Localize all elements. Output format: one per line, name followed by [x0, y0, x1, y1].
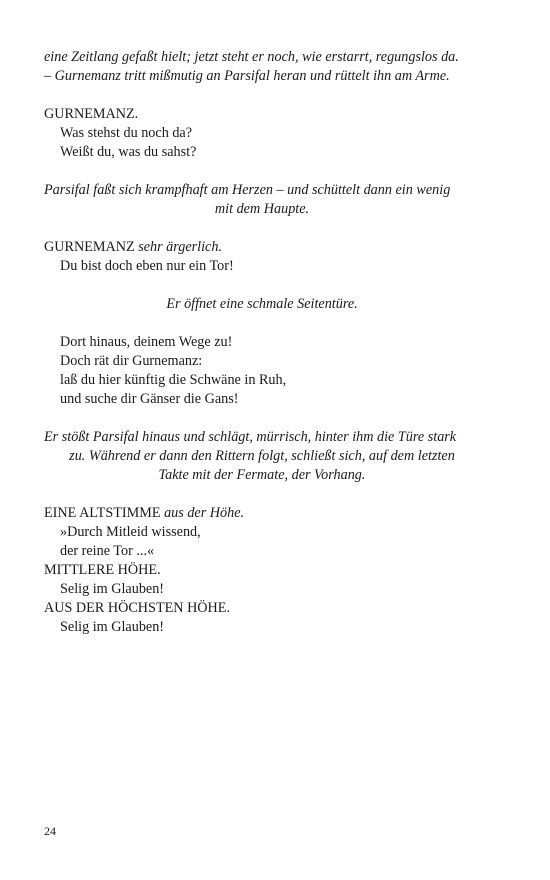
stage-direction-line: Er stößt Parsifal hinaus und schlägt, mürrisch, hinter ihm die Türe stark: [44, 429, 457, 445]
speaker-direction: sehr ärgerlich.: [138, 239, 222, 255]
page-body: [44, 48, 480, 637]
stage-direction-2: [44, 181, 480, 219]
speech-mittlere-hoehe: [44, 561, 480, 599]
verse-line: Weißt du, was du sahst?: [60, 144, 197, 160]
stage-direction-line: – Gurnemanz tritt mißmutig an Parsifal heran und rüttelt ihn am Arme.: [44, 68, 450, 84]
speaker-name: AUS DER HÖCHSTEN HÖHE.: [44, 600, 231, 616]
stage-direction-4: [44, 428, 480, 485]
speech-gurnemanz-2: [44, 238, 480, 276]
stage-direction-line: Parsifal faßt sich krampfhaft am Herzen – und schüttelt dann ein wenig: [44, 182, 451, 198]
speaker-heading: [44, 504, 480, 523]
stage-direction-1: [44, 48, 480, 86]
speech-gurnemanz-3: [44, 333, 480, 409]
stage-direction-3: [44, 295, 480, 314]
speaker-name: GURNEMANZ: [44, 239, 135, 255]
verse-line: Was stehst du noch da?: [60, 125, 193, 141]
verse-line: Selig im Glauben!: [60, 581, 165, 597]
verse-line: laß du hier künftig die Schwäne in Ruh,: [60, 372, 287, 388]
verse-line: und suche dir Gänser die Gans!: [60, 391, 239, 407]
verse-line: Doch rät dir Gurnemanz:: [60, 353, 203, 369]
speech-gurnemanz-1: [44, 105, 480, 162]
stage-direction-line: eine Zeitlang gefaßt hielt; jetzt steht er noch, wie erstarrt, regungslos da.: [44, 49, 459, 65]
speech-altstimme: [44, 504, 480, 561]
stage-direction-line: Er öffnet eine schmale Seitentüre.: [166, 296, 358, 312]
speaker-name: MITTLERE HÖHE.: [44, 562, 161, 578]
verse-line: Selig im Glauben!: [60, 619, 165, 635]
speaker-name: GURNEMANZ.: [44, 106, 139, 122]
stage-direction-line: Takte mit der Fermate, der Vorhang.: [158, 467, 366, 483]
stage-direction-line: zu. Während er dann den Rittern folgt, schließt sich, auf dem letzten: [69, 448, 455, 464]
verse-line: der reine Tor ...«: [60, 543, 155, 559]
verse-line: Dort hinaus, deinem Wege zu!: [60, 334, 233, 350]
verse-line: Du bist doch eben nur ein Tor!: [60, 258, 234, 274]
stage-direction-line: mit dem Haupte.: [214, 201, 310, 217]
page-number: 24: [44, 824, 56, 838]
speaker-name: EINE ALTSTIMME: [44, 505, 161, 521]
speaker-heading: [44, 238, 480, 257]
speaker-direction: aus der Höhe.: [164, 505, 245, 521]
speech-hoechste-hoehe: [44, 599, 480, 637]
verse-line: »Durch Mitleid wissend,: [60, 524, 201, 540]
